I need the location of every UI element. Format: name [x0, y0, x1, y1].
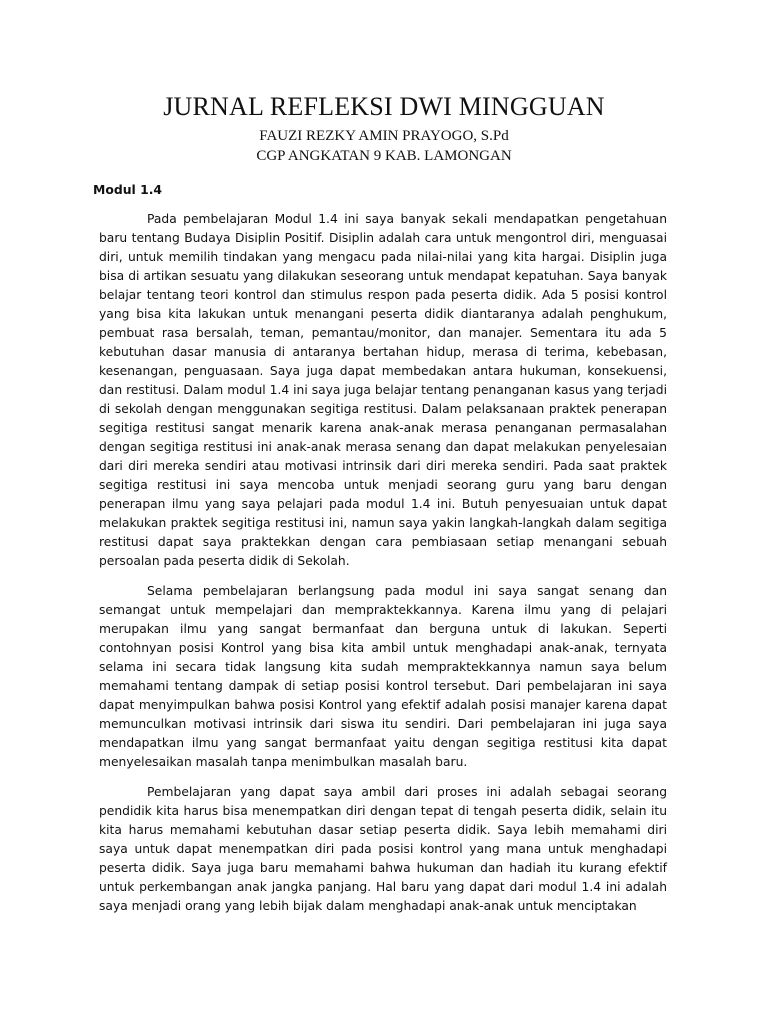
body-paragraph-2: Selama pembelajaran berlangsung pada modul ini saya sangat senang dan semangat untuk mempelajari dan mempraktekkannya. Karena ilmu yang di pelajari merupakan ilmu yang sangat bermanfaat dan berguna untuk di lakukan. Seperti contohnyan posisi Kontrol yang bisa kita ambil untuk menghadapi anak-anak, ternyata selama ini secara tidak langsung kita sudah mempraktekkannya namun saya belum memahami tentang dampak di setiap posisi kontrol tersebut. Dari pembelajaran ini saya dapat menyimpulkan bahwa posisi Kontrol yang efektif adalah posisi manajer karena dapat memunculkan motivasi intrinsik dari siswa itu sendiri. Dari pembelajaran ini juga saya mendapatkan ilmu yang sangat bermanfaat yaitu dengan segitiga restitusi kita dapat menyelesaikan masalah tanpa menimbulkan masalah baru. [99, 584, 667, 769]
section-heading: Modul 1.4 [93, 182, 163, 197]
document-title: JURNAL REFLEKSI DWI MINGGUAN [163, 92, 605, 121]
group-name: CGP ANGKATAN 9 KAB. LAMONGAN [256, 148, 512, 164]
document-body [99, 210, 667, 927]
author-name: FAUZI REZKY AMIN PRAYOGO, S.Pd [259, 128, 509, 144]
body-paragraph-3: Pembelajaran yang dapat saya ambil dari proses ini adalah sebagai seorang pendidik kita harus bisa menempatkan diri dengan tepat di tengah peserta didik, selain itu kita harus memahami kebutuhan dasar setiap peserta didik. Saya lebih memahami diri saya untuk dapat menempatkan diri pada posisi kontrol yang mana untuk menghadapi peserta didik. Saya juga baru memahami bahwa hukuman dan hadiah itu kurang efektif untuk perkembangan anak jangka panjang. Hal baru yang dapat dari modul 1.4 ini adalah saya menjadi orang yang lebih bijak dalam menghadapi anak-anak untuk menciptakan [99, 785, 667, 913]
document-header [0, 90, 768, 166]
body-paragraph-1: Pada pembelajaran Modul 1.4 ini saya banyak sekali mendapatkan pengetahuan baru tentang Budaya Disiplin Positif. Disiplin adalah cara untuk mengontrol diri, menguasai diri, untuk memilih tindakan yang mengacu pada nilai-nilai yang kita hargai. Disiplin juga bisa di artikan sesuatu yang dilakukan seseorang untuk mendapat kepatuhan. Saya banyak belajar tentang teori kontrol dan stimulus respon pada peserta didik. Ada 5 posisi kontrol yang bisa kita lakukan untuk menangani peserta didik diantaranya adalah penghukum, pembuat rasa bersalah, teman, pemantau/monitor, dan manajer. Sementara itu ada 5 kebutuhan dasar manusia di antaranya bertahan hidup, merasa di terima, kebebasan, kesenangan, penguasaan. Saya juga dapat membedakan antara hukuman, konsekuensi, dan restitusi. Dalam modul 1.4 ini saya juga belajar tentang penanganan kasus yang terjadi di sekolah dengan menggunakan segitiga restitusi. Dalam pelaksanaan praktek penerapan segitiga restitusi sangat menarik karena anak-anak merasa penanganan permasalahan dengan segitiga restitusi ini anak-anak merasa senang dan dapat melakukan penyelesaian dari diri mereka sendiri atau motivasi intrinsik dari diri mereka sendiri. Pada saat praktek segitiga restitusi ini saya mencoba untuk menjadi seorang guru yang baru dengan penerapan ilmu yang saya pelajari pada modul 1.4 ini. Butuh penyesuaian untuk dapat melakukan praktek segitiga restitusi ini, namun saya yakin langkah-langkah dalam segitiga restitusi dapat saya praktekkan dengan cara pembiasaan setiap menangani sebuah persoalan pada peserta didik di Sekolah. [99, 212, 667, 568]
